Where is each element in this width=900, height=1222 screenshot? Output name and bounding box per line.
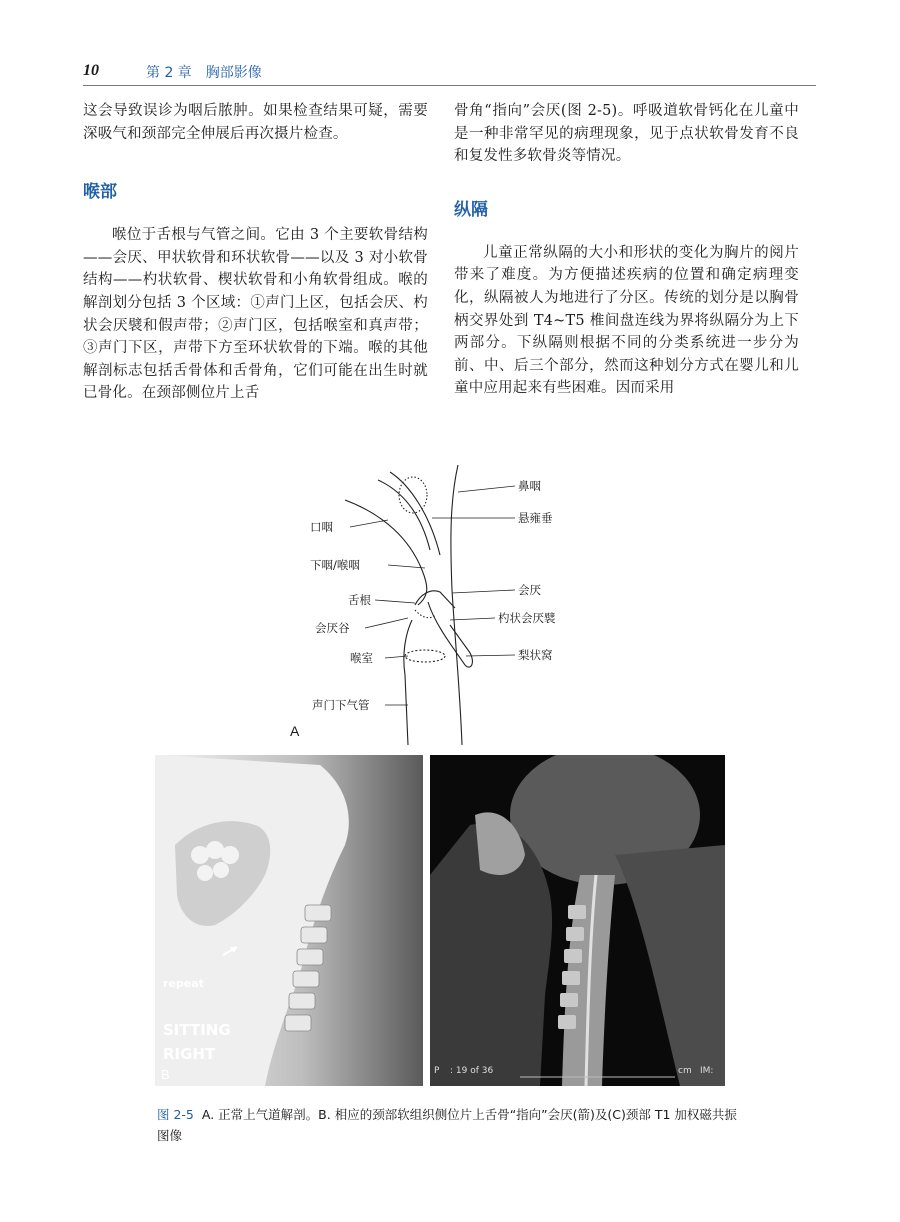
aryepiglottic-fold-shape: [428, 602, 472, 667]
ventricle-region: [405, 650, 445, 662]
panel-label-b: B: [161, 1067, 170, 1082]
label-nasopharynx: 鼻咽: [518, 479, 541, 493]
label-tongue-base: 舌根: [348, 593, 371, 607]
label-vallecula: 会厌谷: [315, 621, 350, 635]
mri-overlay-left: P: [434, 1066, 440, 1076]
right-column: [454, 100, 799, 400]
mri-overlay-im: IM:: [700, 1066, 714, 1076]
section-heading-larynx: 喉部: [83, 182, 117, 203]
xray-text-repeat: repeat: [163, 977, 204, 990]
tongue-outline: [345, 500, 427, 605]
label-uvula: 悬雍垂: [518, 511, 553, 525]
lateral-neck-radiograph: [155, 755, 423, 1086]
mri-overlay-cm: cm: [678, 1066, 692, 1076]
label-ventricle: 喉室: [350, 651, 373, 665]
label-hypopharynx: 下咽/喉咽: [310, 558, 360, 572]
left-paragraph-2: 喉位于舌根与气管之间。它由 3 个主要软骨结构——会厌、甲状软骨和环状软骨——以及 3 对小软骨结构——杓状软骨、楔状软骨和小角软骨组成。喉的解剖划分包括 3 个区域：①声门上区，包括会厌、杓状会厌襞和假声带；②声门区，包括喉室和真声带；③声门下区，声带下方至环状软骨的下端。喉的其他解剖标志包括舌骨体和舌骨角，它们可能在出生时就已骨化。在颈部侧位片上舌: [83, 227, 428, 402]
airway-diagram: [290, 460, 620, 750]
epiglottis-shape: [415, 591, 455, 608]
page-header: [83, 58, 816, 86]
xray-text-sitting: SITTING: [163, 1021, 231, 1039]
left-paragraph-1: 这会导致误诊为咽后脓肿。如果检查结果可疑，需要深吸气和颈部完全伸展后再次摄片检查。: [83, 103, 428, 142]
label-piriform-sinus: 梨状窝: [518, 648, 553, 662]
right-paragraph-2: 儿童正常纵隔的大小和形状的变化为胸片的阅片带来了难度。为方便描述疾病的位置和确定病理变化，纵隔被人为地进行了分区。传统的划分是以胸骨柄交界处到 T4~T5 椎间盘连线为界将纵隔分为上下两部分。下纵隔则根据不同的分类系统进一步分为前、中、后三个部分，然而这种划分方式在婴儿和儿童中应用起来有些困难。因而采用: [454, 244, 799, 397]
label-epiglottis: 会厌: [518, 583, 541, 597]
anterior-larynx-wall: [404, 620, 412, 745]
sagittal-mri: [430, 755, 725, 1086]
figure-caption: [157, 1104, 747, 1146]
mri-overlay-series: : 19 of 36: [450, 1066, 494, 1076]
page-number: 10: [83, 62, 99, 79]
header-rule: [83, 85, 816, 86]
label-subglottic-trachea: 声门下气管: [312, 698, 370, 712]
caption-text: A. 正常上气道解剖。B. 相应的颈部软组织侧位片上舌骨“指向”会厌(箭)及(C)颈部 T1 加权磁共振图像: [157, 1107, 737, 1143]
right-paragraph-1: 骨角“指向”会厌(图 2-5)。呼吸道软骨钙化在儿童中是一种非常罕见的病理现象，见于点状软骨发育不良和复发性多软骨炎等情况。: [454, 103, 799, 165]
label-aryepiglottic-fold: 杓状会厌襞: [498, 611, 556, 625]
section-heading-mediastinum: 纵隔: [454, 199, 488, 220]
figure-id: 图 2-5: [157, 1107, 194, 1122]
panel-label-a: A: [290, 723, 300, 739]
xray-text-right: RIGHT: [163, 1045, 216, 1063]
left-column: [83, 100, 428, 405]
label-oropharynx: 口咽: [310, 520, 333, 534]
chapter-title: 第 2 章 胸部影像: [146, 65, 262, 81]
